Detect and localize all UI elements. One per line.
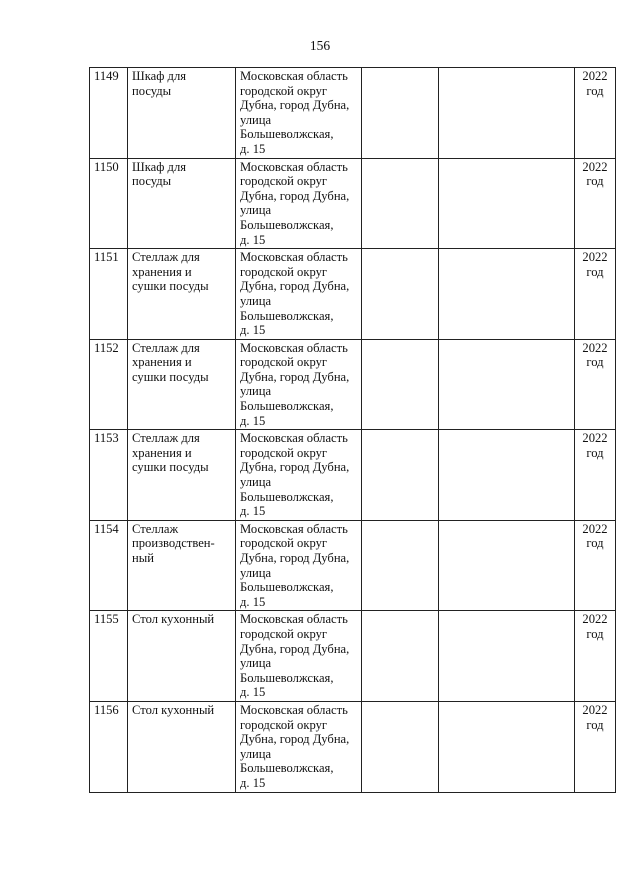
year-cell: 2022 год (575, 249, 616, 340)
page-number: 156 (309, 38, 331, 53)
table-row (90, 158, 616, 249)
year-cell: 2022 год (575, 430, 616, 521)
row-number-cell: 1152 (90, 339, 128, 430)
empty-cell (362, 430, 439, 521)
address-cell: Московская область городской округ Дубна, город Дубна, улица Большеволжская, д. 15 (236, 158, 362, 249)
item-name-cell: Стол кухонный (128, 701, 236, 792)
empty-cell (362, 611, 439, 702)
row-number-cell: 1155 (90, 611, 128, 702)
empty-cell (362, 68, 439, 159)
empty-cell (439, 520, 575, 611)
row-number-cell: 1154 (90, 520, 128, 611)
table-row (90, 339, 616, 430)
item-name-cell: Стеллаж для хранения и сушки посуды (128, 249, 236, 340)
item-name-cell: Шкаф для посуды (128, 158, 236, 249)
empty-cell (439, 430, 575, 521)
row-number-cell: 1151 (90, 249, 128, 340)
empty-cell (362, 249, 439, 340)
table-row (90, 701, 616, 792)
row-number-cell: 1149 (90, 68, 128, 159)
year-cell: 2022 год (575, 339, 616, 430)
address-cell: Московская область городской округ Дубна, город Дубна, улица Большеволжская, д. 15 (236, 430, 362, 521)
year-cell: 2022 год (575, 611, 616, 702)
item-name-cell: Стеллаж для хранения и сушки посуды (128, 430, 236, 521)
inventory-table-body (90, 68, 616, 793)
year-cell: 2022 год (575, 68, 616, 159)
inventory-table (89, 67, 616, 793)
table-row (90, 249, 616, 340)
empty-cell (362, 520, 439, 611)
row-number-cell: 1156 (90, 701, 128, 792)
empty-cell (439, 339, 575, 430)
empty-cell (439, 249, 575, 340)
address-cell: Московская область городской округ Дубна, город Дубна, улица Большеволжская, д. 15 (236, 249, 362, 340)
item-name-cell: Стеллаж производствен- ный (128, 520, 236, 611)
year-cell: 2022 год (575, 158, 616, 249)
empty-cell (439, 701, 575, 792)
empty-cell (362, 339, 439, 430)
empty-cell (362, 158, 439, 249)
row-number-cell: 1150 (90, 158, 128, 249)
address-cell: Московская область городской округ Дубна, город Дубна, улица Большеволжская, д. 15 (236, 611, 362, 702)
address-cell: Московская область городской округ Дубна, город Дубна, улица Большеволжская, д. 15 (236, 701, 362, 792)
empty-cell (362, 701, 439, 792)
year-cell: 2022 год (575, 520, 616, 611)
table-row (90, 430, 616, 521)
empty-cell (439, 611, 575, 702)
row-number-cell: 1153 (90, 430, 128, 521)
address-cell: Московская область городской округ Дубна, город Дубна, улица Большеволжская, д. 15 (236, 68, 362, 159)
table-row (90, 520, 616, 611)
item-name-cell: Шкаф для посуды (128, 68, 236, 159)
address-cell: Московская область городской округ Дубна, город Дубна, улица Большеволжская, д. 15 (236, 520, 362, 611)
table-row (90, 611, 616, 702)
address-cell: Московская область городской округ Дубна, город Дубна, улица Большеволжская, д. 15 (236, 339, 362, 430)
year-cell: 2022 год (575, 701, 616, 792)
item-name-cell: Стеллаж для хранения и сушки посуды (128, 339, 236, 430)
empty-cell (439, 68, 575, 159)
empty-cell (439, 158, 575, 249)
item-name-cell: Стол кухонный (128, 611, 236, 702)
table-row (90, 68, 616, 159)
